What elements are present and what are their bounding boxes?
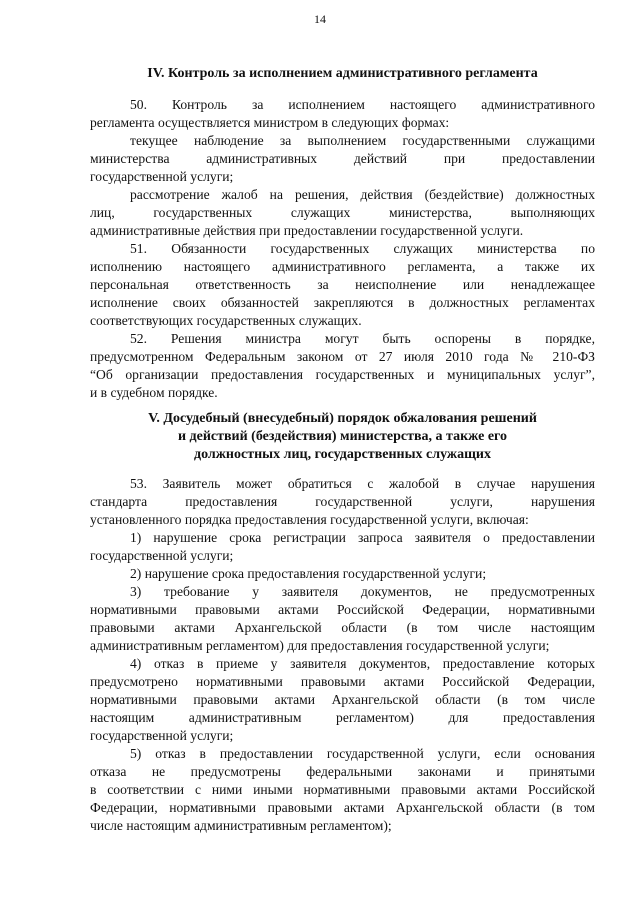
text-line: текущее наблюдение за выполнением государственными служащими (130, 133, 595, 148)
paragraph-51 (90, 240, 595, 330)
text-line: 4) отказ в приеме у заявителя документов, предоставление которых (130, 656, 595, 671)
text-line: числе настоящим административным регламентом); (90, 818, 392, 834)
list-item-1 (90, 529, 595, 565)
section-5-heading (90, 410, 595, 464)
text-line: исполнению настоящего административного регламента, а также их (90, 259, 595, 275)
text-line: 50. Контроль за исполнением настоящего административного (130, 97, 595, 112)
text-line: предусмотренном Федеральным законом от 27 июля 2010 года № 210-ФЗ (90, 349, 595, 365)
paragraph-52 (90, 330, 595, 402)
paragraph-53 (90, 475, 595, 529)
text-line: государственной услуги; (90, 728, 234, 744)
text-line: установленного порядка предоставления государственной услуги, включая: (90, 512, 529, 528)
text-line: административным регламентом) для предоставления государственной услуги; (90, 638, 550, 654)
text-line: исполнение своих обязанностей закрепляются в должностных регламентах (90, 295, 595, 311)
text-line: персональная ответственность за неисполнение или ненадлежащее (90, 277, 595, 293)
text-line: 3) требование у заявителя документов, не предусмотренных (130, 584, 595, 599)
text-line: соответствующих государственных служащих. (90, 313, 362, 329)
text-line: 5) отказ в предоставлении государственной услуги, если основания (130, 746, 595, 761)
text-line: правовыми актами Архангельской области (в том числе настоящим (90, 620, 595, 636)
text-line: регламента осуществляется министром в следующих формах: (90, 115, 450, 131)
paragraph-50 (90, 96, 595, 132)
paragraph-current-monitoring (90, 132, 595, 186)
section-5-title-line: и действий (бездействия) министерства, а также его (177, 429, 508, 444)
text-line: лиц, государственных служащих министерства, выполняющих (90, 205, 595, 221)
section-4-title: IV. Контроль за исполнением административного регламента (147, 66, 538, 81)
section-5-title-line: V. Досудебный (внесудебный) порядок обжалования решений (148, 411, 537, 426)
text-line: министерства административных действий при предоставлении (90, 151, 595, 167)
text-line: государственной услуги; (90, 548, 234, 564)
section-4-heading (90, 65, 595, 83)
text-line: 52. Решения министра могут быть оспорены в порядке, (130, 331, 595, 346)
text-line: “Об организации предоставления государственных и муниципальных услуг”, (90, 367, 595, 383)
text-line: Федерации, нормативными правовыми актами Архангельской области (в том (90, 800, 595, 816)
text-line: 53. Заявитель может обратиться с жалобой в случае нарушения (130, 476, 595, 491)
text-line: 1) нарушение срока регистрации запроса заявителя о предоставлении (130, 530, 595, 545)
text-line: административные действия при предоставлении государственной услуги. (90, 223, 524, 239)
text-line: нормативными правовыми актами Российской Федерации, нормативными (90, 602, 595, 618)
text-line: государственной услуги; (90, 169, 234, 185)
section-5-title-line: должностных лиц, государственных служащих (194, 447, 491, 462)
text-line: и в судебном порядке. (90, 385, 218, 401)
list-item-2 (90, 565, 595, 583)
list-item-5 (90, 745, 595, 835)
page-number: 14 (314, 12, 326, 26)
text-line: отказа не предусмотрены федеральными законами и принятыми (90, 764, 595, 780)
list-item-3 (90, 583, 595, 655)
text-line: рассмотрение жалоб на решения, действия (бездействие) должностных (130, 187, 595, 202)
list-item-4 (90, 655, 595, 745)
text-line: 2) нарушение срока предоставления государственной услуги; (130, 566, 487, 581)
text-line: стандарта предоставления государственной услуги, нарушения (90, 494, 595, 510)
text-line: в соответствии с ними иными нормативными правовыми актами Российской (90, 782, 595, 798)
text-line: настоящим административным регламентом) для предоставления (90, 710, 595, 726)
text-line: 51. Обязанности государственных служащих министерства по (130, 241, 595, 256)
text-line: нормативными правовыми актами Архангельской области (в том числе (90, 692, 595, 708)
text-line: предусмотрено нормативными правовыми актами Российской Федерации, (90, 674, 595, 690)
paragraph-complaints-review (90, 186, 595, 240)
